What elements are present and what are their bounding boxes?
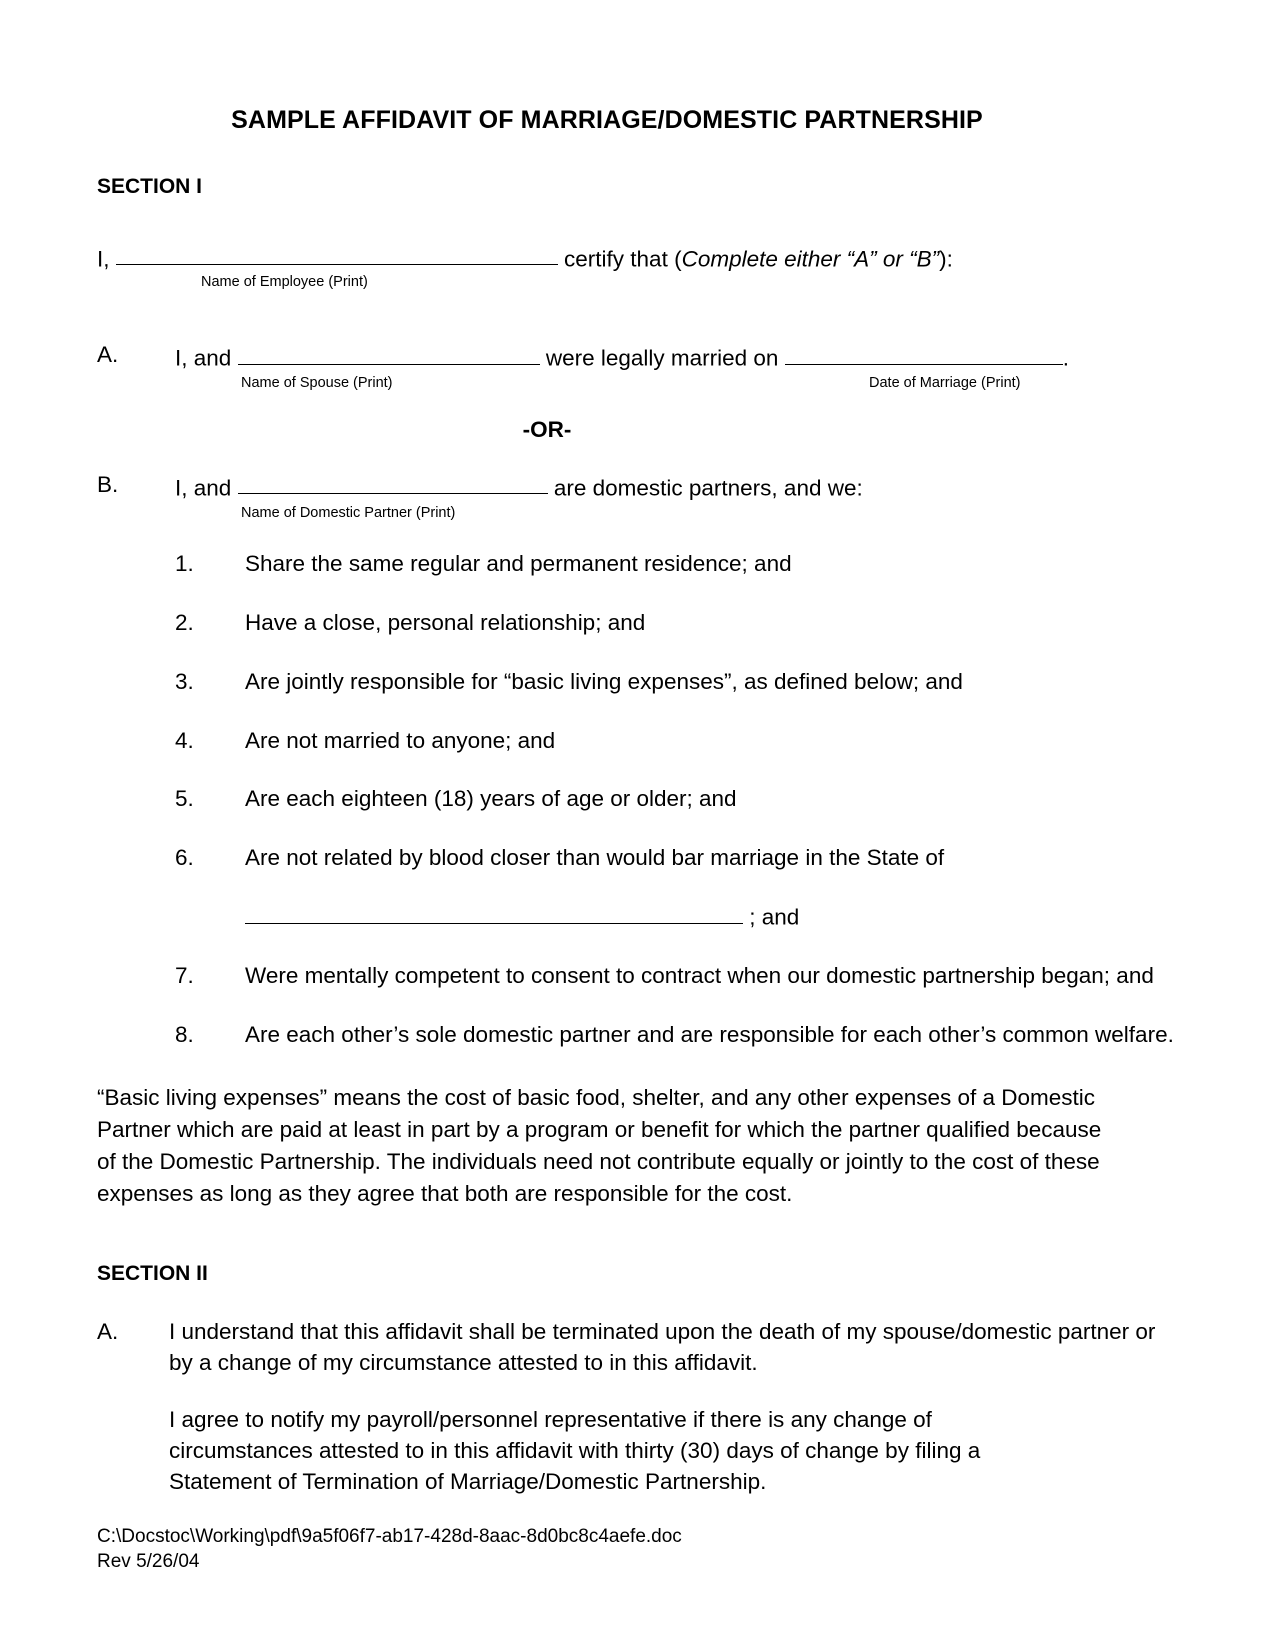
list-item-text: Have a close, personal relationship; and (245, 609, 646, 635)
list-item-number: 8. (175, 1022, 194, 1048)
list-item-text: Are not married to anyone; and (245, 727, 556, 753)
intro-suffix-italic: Complete either “A” or “B” (681, 246, 940, 272)
list-item (97, 550, 1117, 579)
option-b-text-before: I, and (175, 475, 232, 501)
state-blank-row (245, 899, 1117, 932)
marriage-date-caption: Date of Marriage (Print) (869, 374, 1021, 391)
intro-statement-block (97, 241, 1117, 290)
section-two-item-a (97, 1316, 1181, 1378)
list-item (97, 1021, 1185, 1050)
employee-name-blank[interactable] (116, 241, 558, 266)
list-item (97, 962, 1195, 991)
basic-living-expenses-definition: “Basic living expenses” means the cost of basic food, shelter, and any other expenses of a Domestic Partner which are paid at least in part by a program or benefit for which the partner qualified because of the Domestic Partnership. The individuals need not contribute equally or jointly to the cost of these expenses as long as they agree that both are responsible for the cost. (97, 1084, 1102, 1206)
list-item (97, 668, 1117, 697)
option-b-text-after: are domestic partners, and we: (553, 475, 863, 501)
option-a-block (97, 340, 1117, 392)
list-item-number: 4. (175, 727, 194, 753)
footer-revision: Rev 5/26/04 (97, 1550, 200, 1572)
spouse-name-blank[interactable] (238, 340, 540, 365)
list-item (97, 727, 1117, 756)
section-two-item-a-marker: A. (97, 1318, 119, 1344)
list-item (97, 844, 1117, 932)
marriage-date-blank[interactable] (785, 340, 1063, 365)
list-item-number: 5. (175, 786, 194, 812)
list-item (97, 609, 1117, 638)
or-divider: -OR- (522, 416, 572, 442)
list-item-text: Are each other’s sole domestic partner and are responsible for each other’s common welfare. (245, 1022, 1174, 1048)
section-one-heading: SECTION I (97, 174, 203, 198)
list-item-number: 1. (175, 551, 194, 577)
page-footer (97, 1525, 682, 1574)
spouse-name-caption: Name of Spouse (Print) (241, 374, 393, 391)
option-a-text-middle: were legally married on (545, 345, 779, 371)
state-name-blank[interactable] (245, 899, 743, 924)
list-item (97, 785, 1117, 814)
domestic-partner-name-caption: Name of Domestic Partner (Print) (241, 504, 456, 521)
intro-suffix-plain: certify that ( (557, 246, 682, 272)
page-title: SAMPLE AFFIDAVIT OF MARRIAGE/DOMESTIC PARTNERSHIP (231, 106, 983, 134)
footer-file-path: C:\Docstoc\Working\pdf\9a5f06f7-ab17-428d-8aac-8d0bc8c4aefe.doc (97, 1526, 682, 1547)
list-item-text: Share the same regular and permanent residence; and (245, 551, 792, 577)
option-a-text-before: I, and (175, 345, 232, 371)
option-a-line (175, 340, 1117, 373)
list-item-number: 7. (175, 963, 194, 989)
employee-name-caption: Name of Employee (Print) (201, 274, 368, 291)
domestic-partner-name-blank[interactable] (238, 470, 548, 495)
section-two-item-a-text: I understand that this affidavit shall be terminated upon the death of my spouse/domestic partner or by a change of my circumstance attested to in this affidavit. (169, 1318, 1156, 1375)
list-item-text: Are each eighteen (18) years of age or older; and (245, 786, 737, 812)
list-item-text: Are not related by blood closer than would bar marriage in the State of (245, 845, 945, 871)
document-body (97, 0, 1174, 1497)
intro-suffix-end: ): (939, 246, 953, 272)
intro-prefix: I, (97, 246, 110, 272)
section-two-heading: SECTION II (97, 1261, 208, 1285)
option-a-captions (175, 376, 1117, 392)
list-item-number: 3. (175, 668, 194, 694)
option-b-line (175, 470, 1117, 503)
intro-statement-line (97, 241, 1117, 274)
option-b-criteria-list (97, 550, 1174, 1050)
list-item-text: Are jointly responsible for “basic living expenses”, as defined below; and (245, 668, 963, 694)
option-a-text-end: . (1062, 345, 1069, 371)
option-a-marker: A. (97, 341, 119, 367)
list-item-text: Were mentally competent to consent to contract when our domestic partnership began; and (245, 963, 1154, 989)
state-blank-suffix: ; and (749, 904, 800, 930)
list-item-number: 2. (175, 609, 194, 635)
list-item-number: 6. (175, 845, 194, 871)
option-b-block (97, 470, 1117, 520)
option-b-marker: B. (97, 471, 119, 497)
section-two-item-a-sub: I agree to notify my payroll/personnel representative if there is any change of circumstances attested to in this affidavit with thirty (30) days of change by filing a Statement of Termination of Marriage/Domestic Partnership. (169, 1406, 981, 1494)
